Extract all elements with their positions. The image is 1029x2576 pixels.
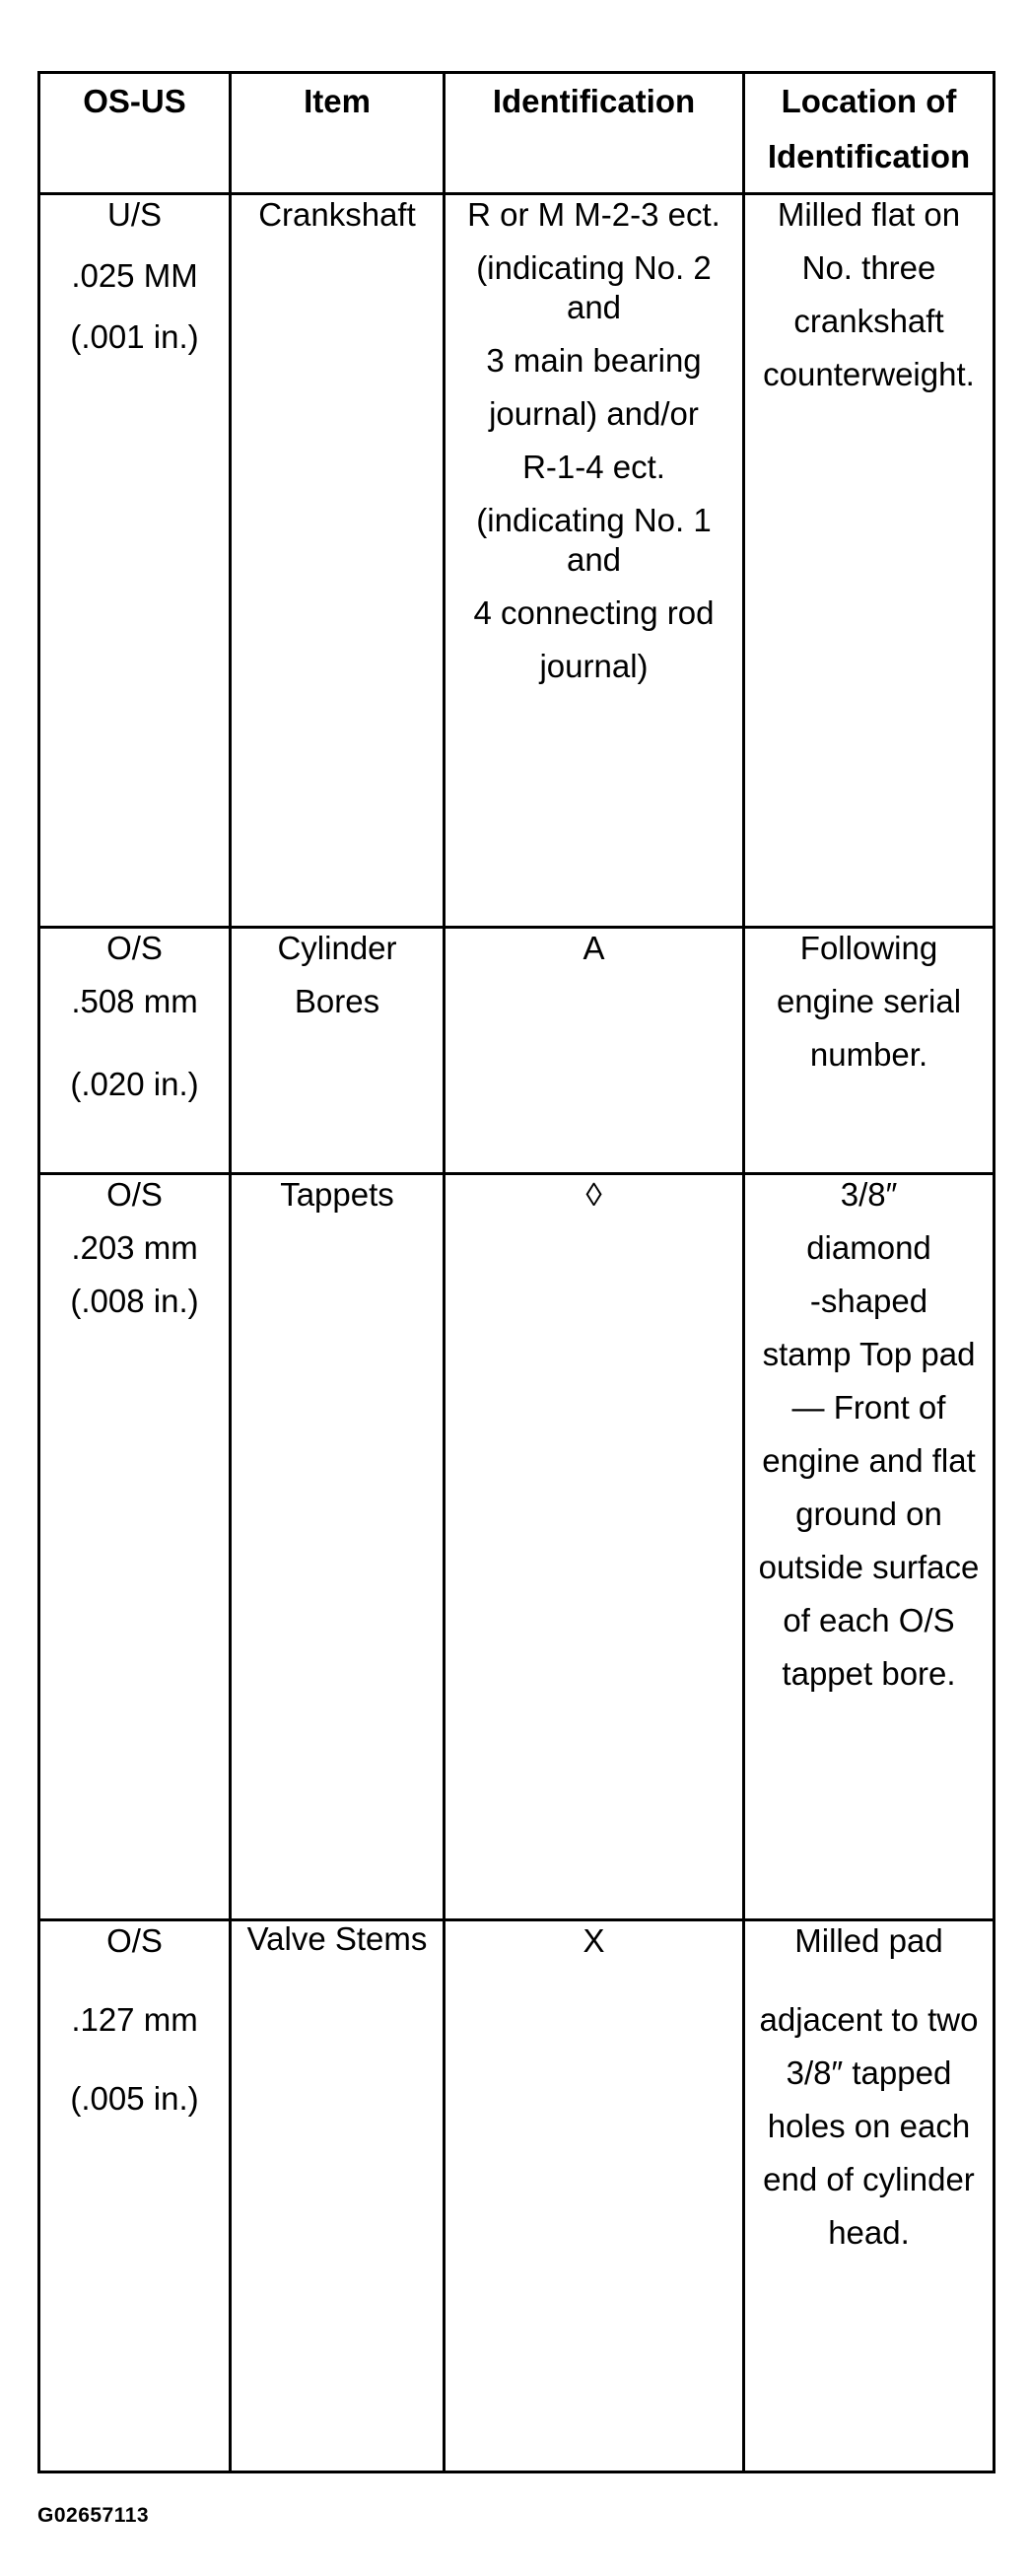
cell-location: 3/8″ diamond -shaped stamp Top pad — Front of engine and flat ground on outside surface of each O/S tappet bore. — [744, 1174, 995, 1920]
table-row — [39, 1174, 995, 1920]
cell-item: Tappets — [231, 1174, 445, 1920]
cell-identification: R or M M-2-3 ect. (indicating No. 2 and 3 main bearing journal) and/or R-1-4 ect. (indicating No. 1 and 4 connecting rod journal) — [445, 194, 744, 928]
figure-code: G02657113 — [37, 2504, 150, 2527]
cell-os-us: O/S .127 mm (.005 in.) — [39, 1920, 231, 2472]
header-item: Item — [231, 73, 445, 194]
cell-identification — [445, 1174, 744, 1920]
table-row — [39, 1920, 995, 2472]
cell-item: Cylinder Bores — [231, 928, 445, 1174]
table-header-row — [39, 73, 995, 194]
cell-identification: A — [445, 928, 744, 1174]
cell-item: Valve Stems — [231, 1920, 445, 2472]
table-row — [39, 928, 995, 1174]
header-location-of-identification: Location of Identification — [744, 73, 995, 194]
cell-os-us: U/S .025 MM (.001 in.) — [39, 194, 231, 928]
cell-os-us: O/S .203 mm (.008 in.) — [39, 1174, 231, 1920]
cell-location: Following engine serial number. — [744, 928, 995, 1174]
cell-location: Milled flat on No. three crankshaft counterweight. — [744, 194, 995, 928]
cell-location: Milled pad adjacent to two 3/8″ tapped holes on each end of cylinder head. — [744, 1920, 995, 2472]
cell-os-us: O/S .508 mm (.020 in.) — [39, 928, 231, 1174]
cell-identification: X — [445, 1920, 744, 2472]
table-row — [39, 194, 995, 928]
cell-item: Crankshaft — [231, 194, 445, 928]
header-identification: Identification — [445, 73, 744, 194]
identification-table — [37, 71, 995, 2473]
header-os-us: OS-US — [39, 73, 231, 194]
diamond-symbol: ◊ — [585, 1176, 602, 1213]
